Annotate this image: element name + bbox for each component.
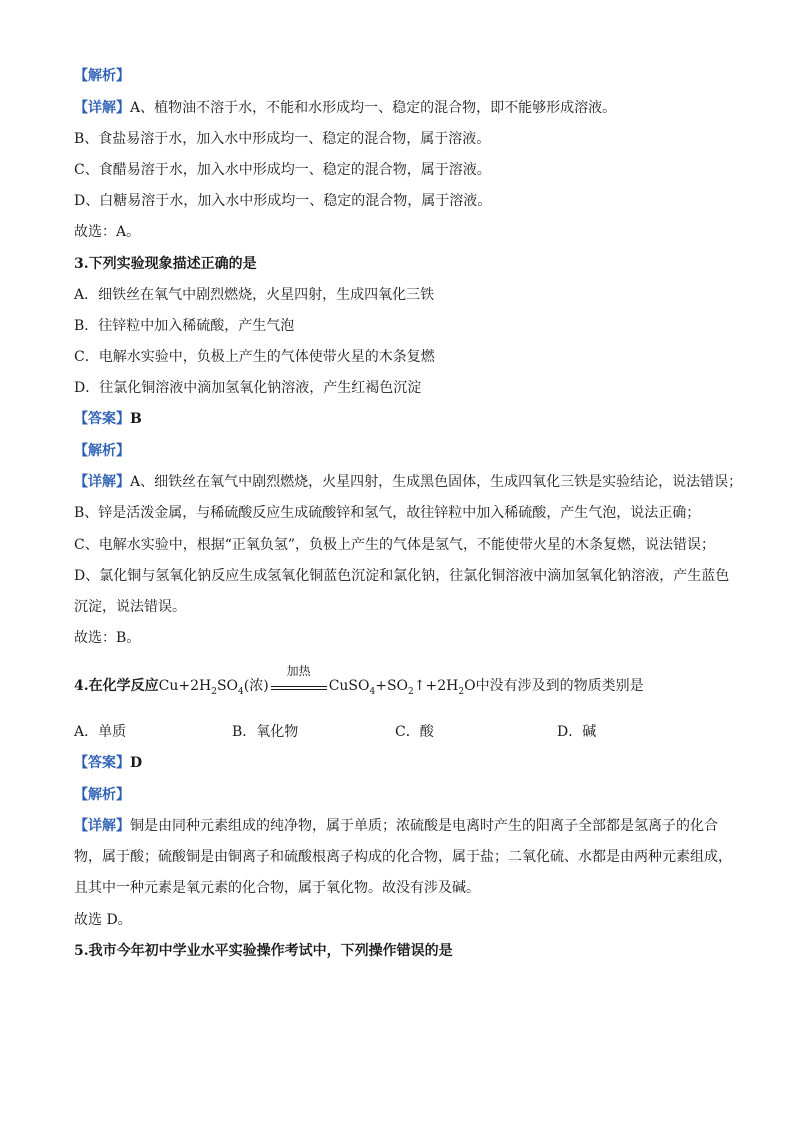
detail-line: 沉淀，说法错误。 (74, 599, 186, 615)
option-a: A．细铁丝在氧气中剧烈燃烧，火星四射，生成四氧化三铁 (74, 287, 435, 303)
detail-line: D、氯化铜与氢氧化钠反应生成氢氧化铜蓝色沉淀和氯化钠，往氯化铜溶液中滴加氢氧化钠溶液，产生蓝色 (74, 568, 730, 584)
question-stem (74, 664, 644, 702)
detail-line (74, 472, 742, 492)
equation-left: $Cu+2H_2SO_4$(浓) (158, 678, 269, 697)
answer-line (74, 753, 142, 773)
equation-right: $CuSO_4+SO_2↑+2H_2O$ (328, 678, 476, 697)
detail-line: B、锌是活泼金属，与稀硫酸反应生成硫酸锌和氢气，故往锌粒中加入稀硫酸，产生气泡，说法正确； (74, 505, 701, 521)
answer-line (74, 409, 142, 429)
detail-line (74, 98, 616, 118)
detail-text: 铜是由同种元素组成的纯净物，属于单质；浓硫酸是电离时产生的阳离子全部都是氢离子的化合 (130, 818, 718, 834)
detail-tag: 【详解】 (74, 474, 130, 490)
detail-text: A、植物油不溶于水，不能和水形成均一、稳定的混合物，即不能够形成溶液。 (130, 100, 617, 116)
analysis-heading: 【解析】 (74, 68, 130, 84)
conclusion-line: 故选 D。 (74, 912, 132, 928)
conclusion-line: 故选：A。 (74, 224, 141, 240)
option-b: B．氧化物 (232, 724, 299, 740)
answer-tag: 【答案】 (74, 411, 130, 427)
option-b: B．往锌粒中加入稀硫酸，产生气泡 (74, 318, 295, 334)
option-c: C．酸 (395, 724, 434, 740)
detail-tag: 【详解】 (74, 100, 130, 116)
question-stem: 3.下列实验现象描述正确的是 (74, 256, 257, 272)
stem-suffix: 中没有涉及到的物质类别是 (475, 678, 644, 694)
question-stem: 5.我市今年初中学业水平实验操作考试中，下列操作错误的是 (74, 943, 453, 959)
option-d: D．碱 (557, 724, 597, 740)
answer-value: D (130, 755, 143, 771)
detail-line: D、白糖易溶于水，加入水中形成均一、稳定的混合物，属于溶液。 (74, 193, 492, 209)
detail-text: A、细铁丝在氧气中剧烈燃烧，火星四射，生成黑色固体，生成四氧化三铁是实验结论，说法错误； (130, 474, 743, 490)
detail-line (74, 816, 718, 836)
option-a: A．单质 (74, 724, 127, 740)
detail-line: C、食醋易溶于水，加入水中形成均一、稳定的混合物，属于溶液。 (74, 162, 491, 178)
answer-tag: 【答案】 (74, 755, 130, 771)
detail-line: 物，属于酸；硫酸铜是由铜离子和硫酸根离子构成的化合物，属于盐；二氧化硫、水都是由两种元素组成， (74, 849, 732, 865)
option-c: C．电解水实验中，负极上产生的气体使带火星的木条复燃 (74, 349, 435, 365)
detail-line: B、食盐易溶于水，加入水中形成均一、稳定的混合物，属于溶液。 (74, 131, 491, 147)
analysis-heading: 【解析】 (74, 787, 130, 803)
reaction-condition: 加热 (271, 678, 327, 690)
detail-line: C、电解水实验中，根据“正氧负氢”，负极上产生的气体是氢气，不能使带火星的木条复燃，说法错误； (74, 537, 716, 553)
detail-line: 且其中一种元素是氧元素的化合物，属于氧化物。故没有涉及碱。 (74, 880, 480, 896)
conclusion-line: 故选：B。 (74, 630, 141, 646)
detail-tag: 【详解】 (74, 818, 130, 834)
answer-value: B (130, 411, 142, 427)
analysis-heading: 【解析】 (74, 443, 130, 459)
stem-prefix: 4.在化学反应 (74, 678, 159, 694)
option-d: D．往氯化铜溶液中滴加氢氧化钠溶液，产生红褐色沉淀 (74, 380, 422, 396)
